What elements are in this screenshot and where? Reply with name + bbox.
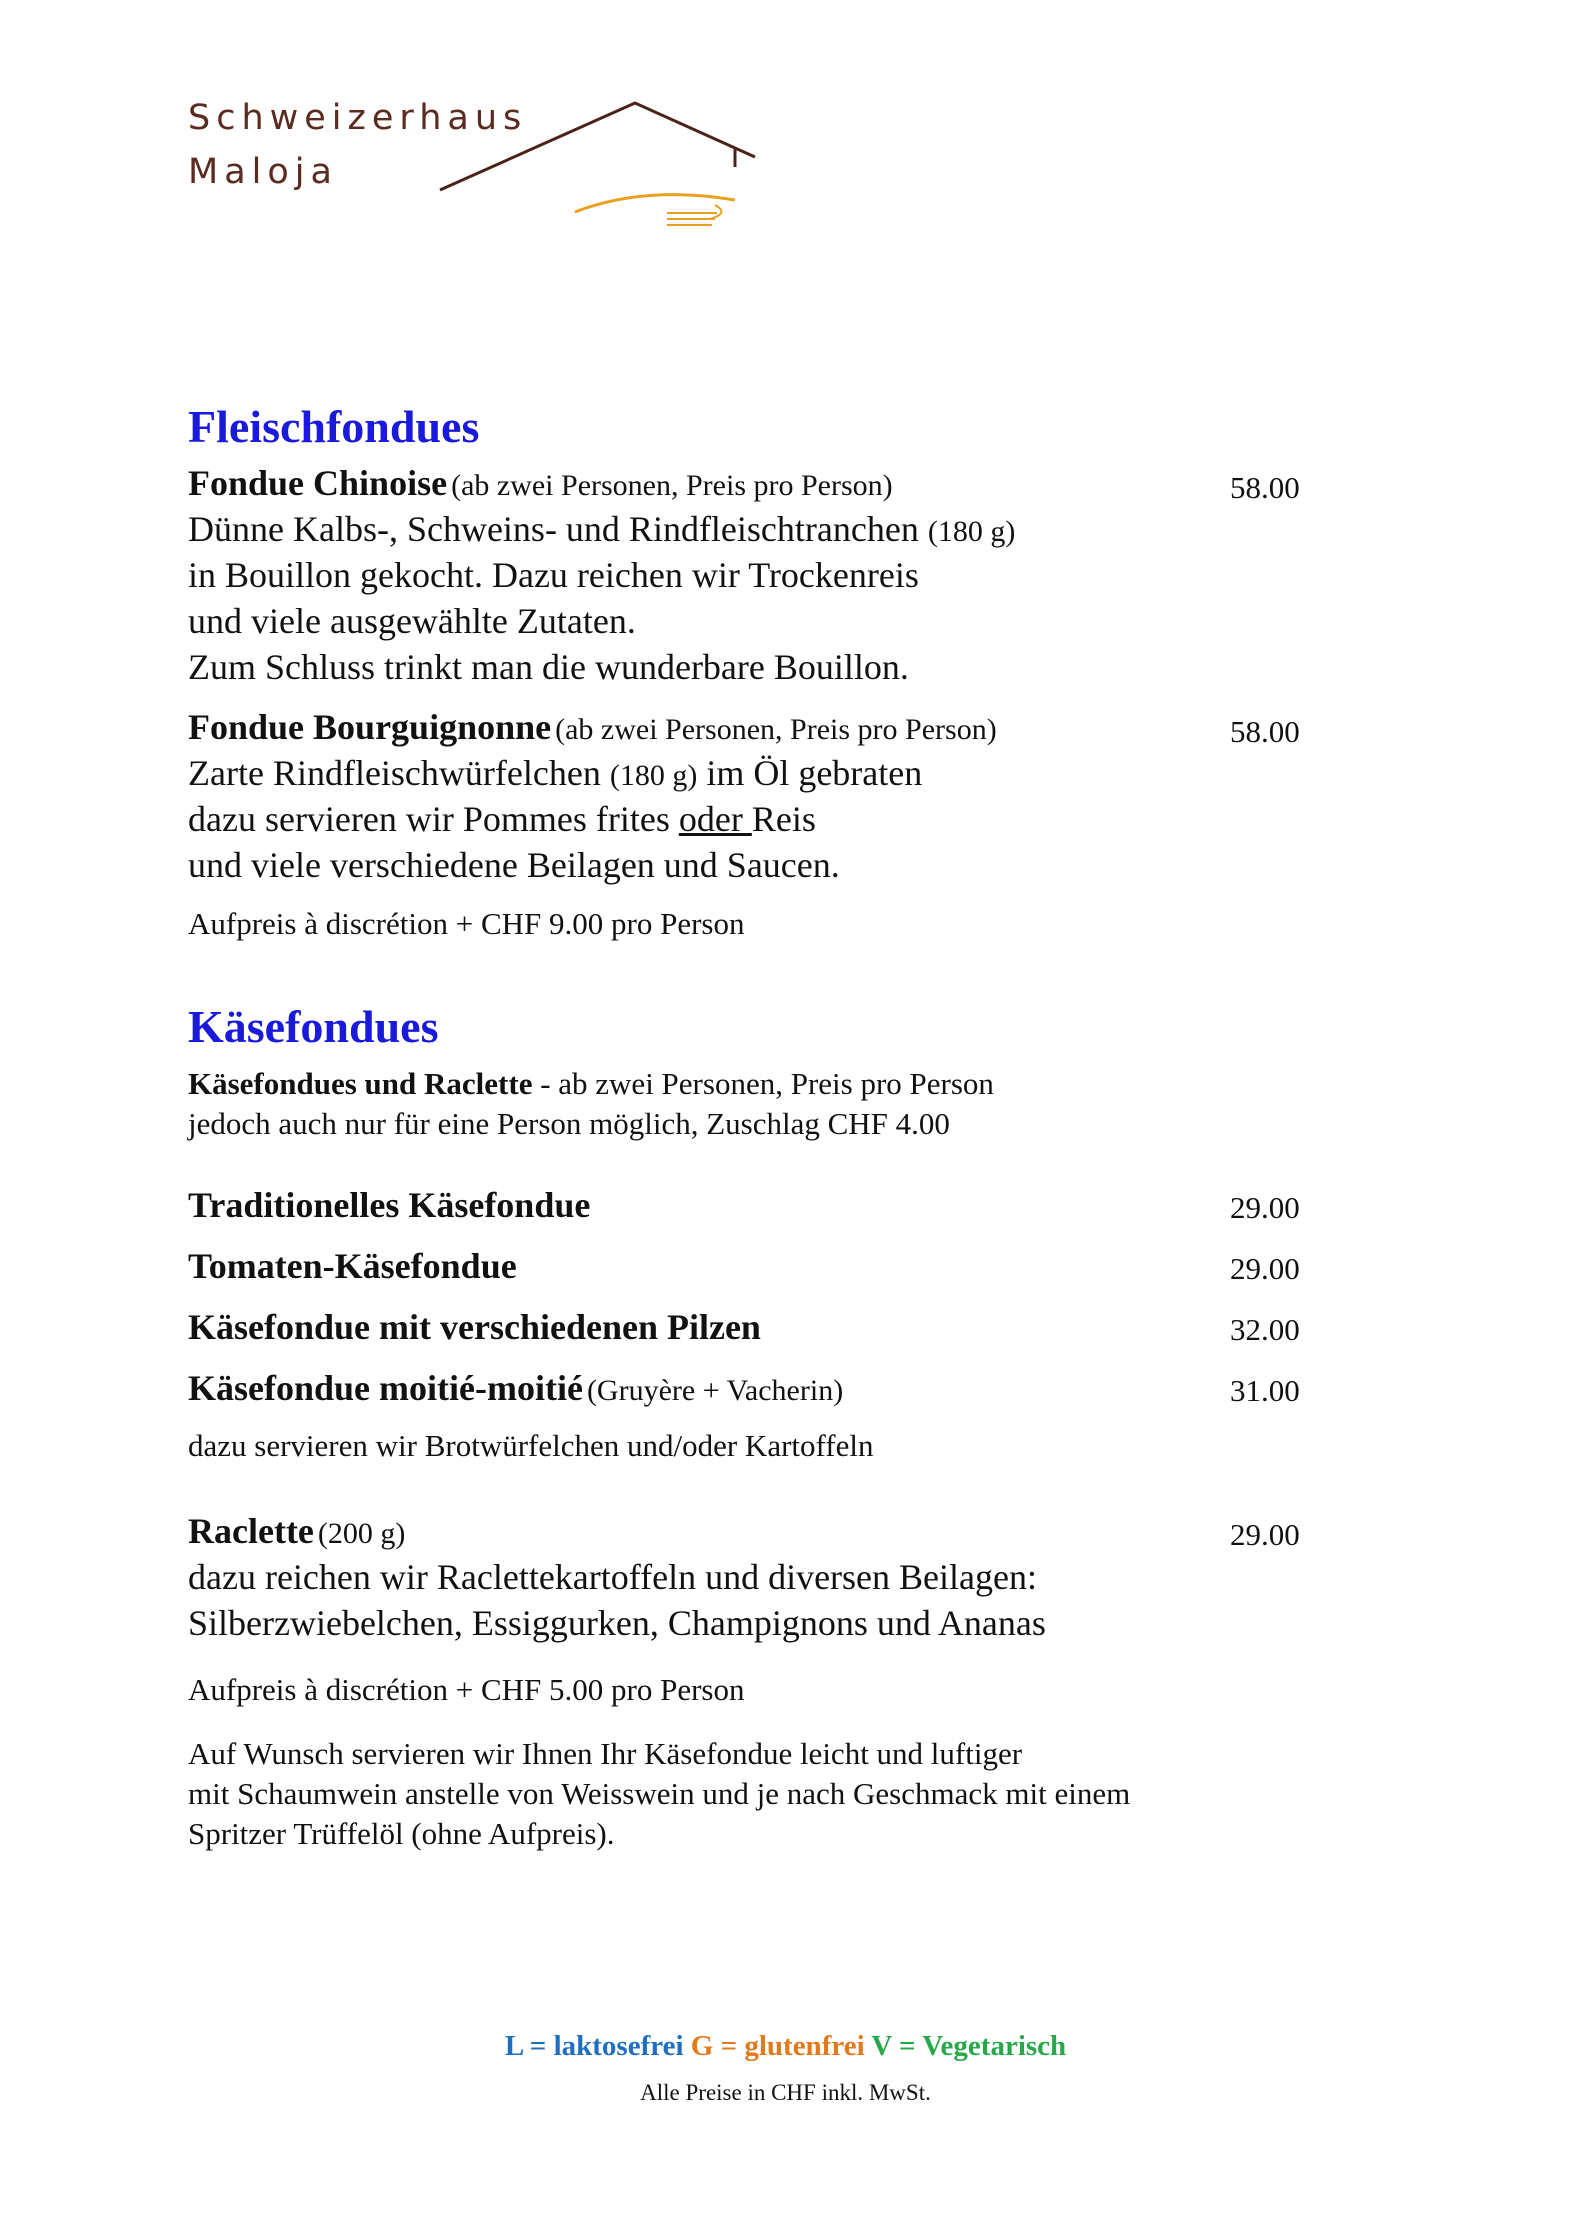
wish-note-line: mit Schaumwein anstelle von Weisswein und je nach Geschmack mit einem bbox=[188, 1776, 1131, 1811]
side-note: dazu servieren wir Brotwürfelchen und/oder Kartoffeln bbox=[188, 1428, 874, 1463]
legend-gluten-free: G = glutenfrei bbox=[690, 2030, 865, 2062]
surcharge-note: Aufpreis à discrétion + CHF 5.00 pro Person bbox=[188, 1672, 745, 1707]
menu-item bbox=[188, 1367, 843, 1409]
description-line: dazu servieren wir Pommes frites oder Reis bbox=[188, 799, 816, 839]
price-footnote: Alle Preise in CHF inkl. MwSt. bbox=[640, 2080, 931, 2105]
description-line: Silberzwiebelchen, Essiggurken, Champignons und Ananas bbox=[188, 1603, 1046, 1643]
item-fondue-bourguignonne bbox=[188, 706, 997, 748]
item-name: Käsefondue moitié-moitié bbox=[188, 1368, 583, 1408]
description-line: dazu reichen wir Raclettekartoffeln und diversen Beilagen: bbox=[188, 1557, 1037, 1597]
item-name: Tomaten-Käsefondue bbox=[188, 1246, 517, 1286]
item-name: Fondue Chinoise bbox=[188, 463, 448, 503]
item-price: 29.00 bbox=[1230, 1190, 1300, 1225]
item-name: Fondue Bourguignonne bbox=[188, 707, 552, 747]
item-note: (200 g) bbox=[317, 1517, 406, 1550]
wish-note-line: Spritzer Trüffelöl (ohne Aufpreis). bbox=[188, 1816, 615, 1851]
item-price: 32.00 bbox=[1230, 1312, 1300, 1347]
item-price: 31.00 bbox=[1230, 1373, 1300, 1408]
section-title-kaesefondues: Käsefondues bbox=[188, 1001, 439, 1052]
price-fondue-chinoise: 58.00 bbox=[1230, 470, 1300, 505]
description-line: in Bouillon gekocht. Dazu reichen wir Trockenreis bbox=[188, 555, 919, 595]
wish-note-line: Auf Wunsch servieren wir Ihnen Ihr Käsefondue leicht und luftiger bbox=[188, 1736, 1023, 1771]
item-name: Raclette bbox=[188, 1511, 314, 1551]
description-line: Zum Schluss trinkt man die wunderbare Bouillon. bbox=[188, 647, 909, 687]
price-fondue-bourguignonne: 58.00 bbox=[1230, 714, 1300, 749]
allergen-legend bbox=[0, 2030, 1571, 2063]
price-raclette: 29.00 bbox=[1230, 1517, 1300, 1552]
legend-lactose-free: L = laktosefrei bbox=[504, 2030, 684, 2062]
description-line: und viele ausgewählte Zutaten. bbox=[188, 601, 636, 641]
legend-vegetarian: V = Vegetarisch bbox=[871, 2030, 1067, 2062]
description-line: Dünne Kalbs-, Schweins- und Rindfleischtranchen (180 g) bbox=[188, 509, 1016, 549]
section-title-fleischfondues: Fleischfondues bbox=[188, 401, 480, 452]
logo-line-1: Schweizerhaus bbox=[188, 98, 528, 138]
roof-logo-icon bbox=[430, 95, 760, 240]
item-note: (Gruyère + Vacherin) bbox=[586, 1374, 844, 1407]
item-raclette bbox=[188, 1510, 405, 1552]
kaese-intro: Käsefondues und Raclette - ab zwei Personen, Preis pro Person bbox=[188, 1066, 994, 1101]
item-note: (ab zwei Personen, Preis pro Person) bbox=[451, 469, 893, 502]
item-price: 29.00 bbox=[1230, 1251, 1300, 1286]
logo-line-2: Maloja bbox=[188, 152, 338, 192]
description-line: und viele verschiedene Beilagen und Saucen. bbox=[188, 845, 840, 885]
description-line: Zarte Rindfleischwürfelchen (180 g) im Öl gebraten bbox=[188, 753, 923, 793]
surcharge-note: Aufpreis à discrétion + CHF 9.00 pro Person bbox=[188, 906, 745, 941]
item-note: (ab zwei Personen, Preis pro Person) bbox=[555, 713, 997, 746]
item-name: Traditionelles Käsefondue bbox=[188, 1185, 591, 1225]
item-fondue-chinoise bbox=[188, 462, 893, 504]
kaese-intro-2: jedoch auch nur für eine Person möglich, Zuschlag CHF 4.00 bbox=[188, 1106, 950, 1141]
item-name: Käsefondue mit verschiedenen Pilzen bbox=[188, 1307, 761, 1347]
